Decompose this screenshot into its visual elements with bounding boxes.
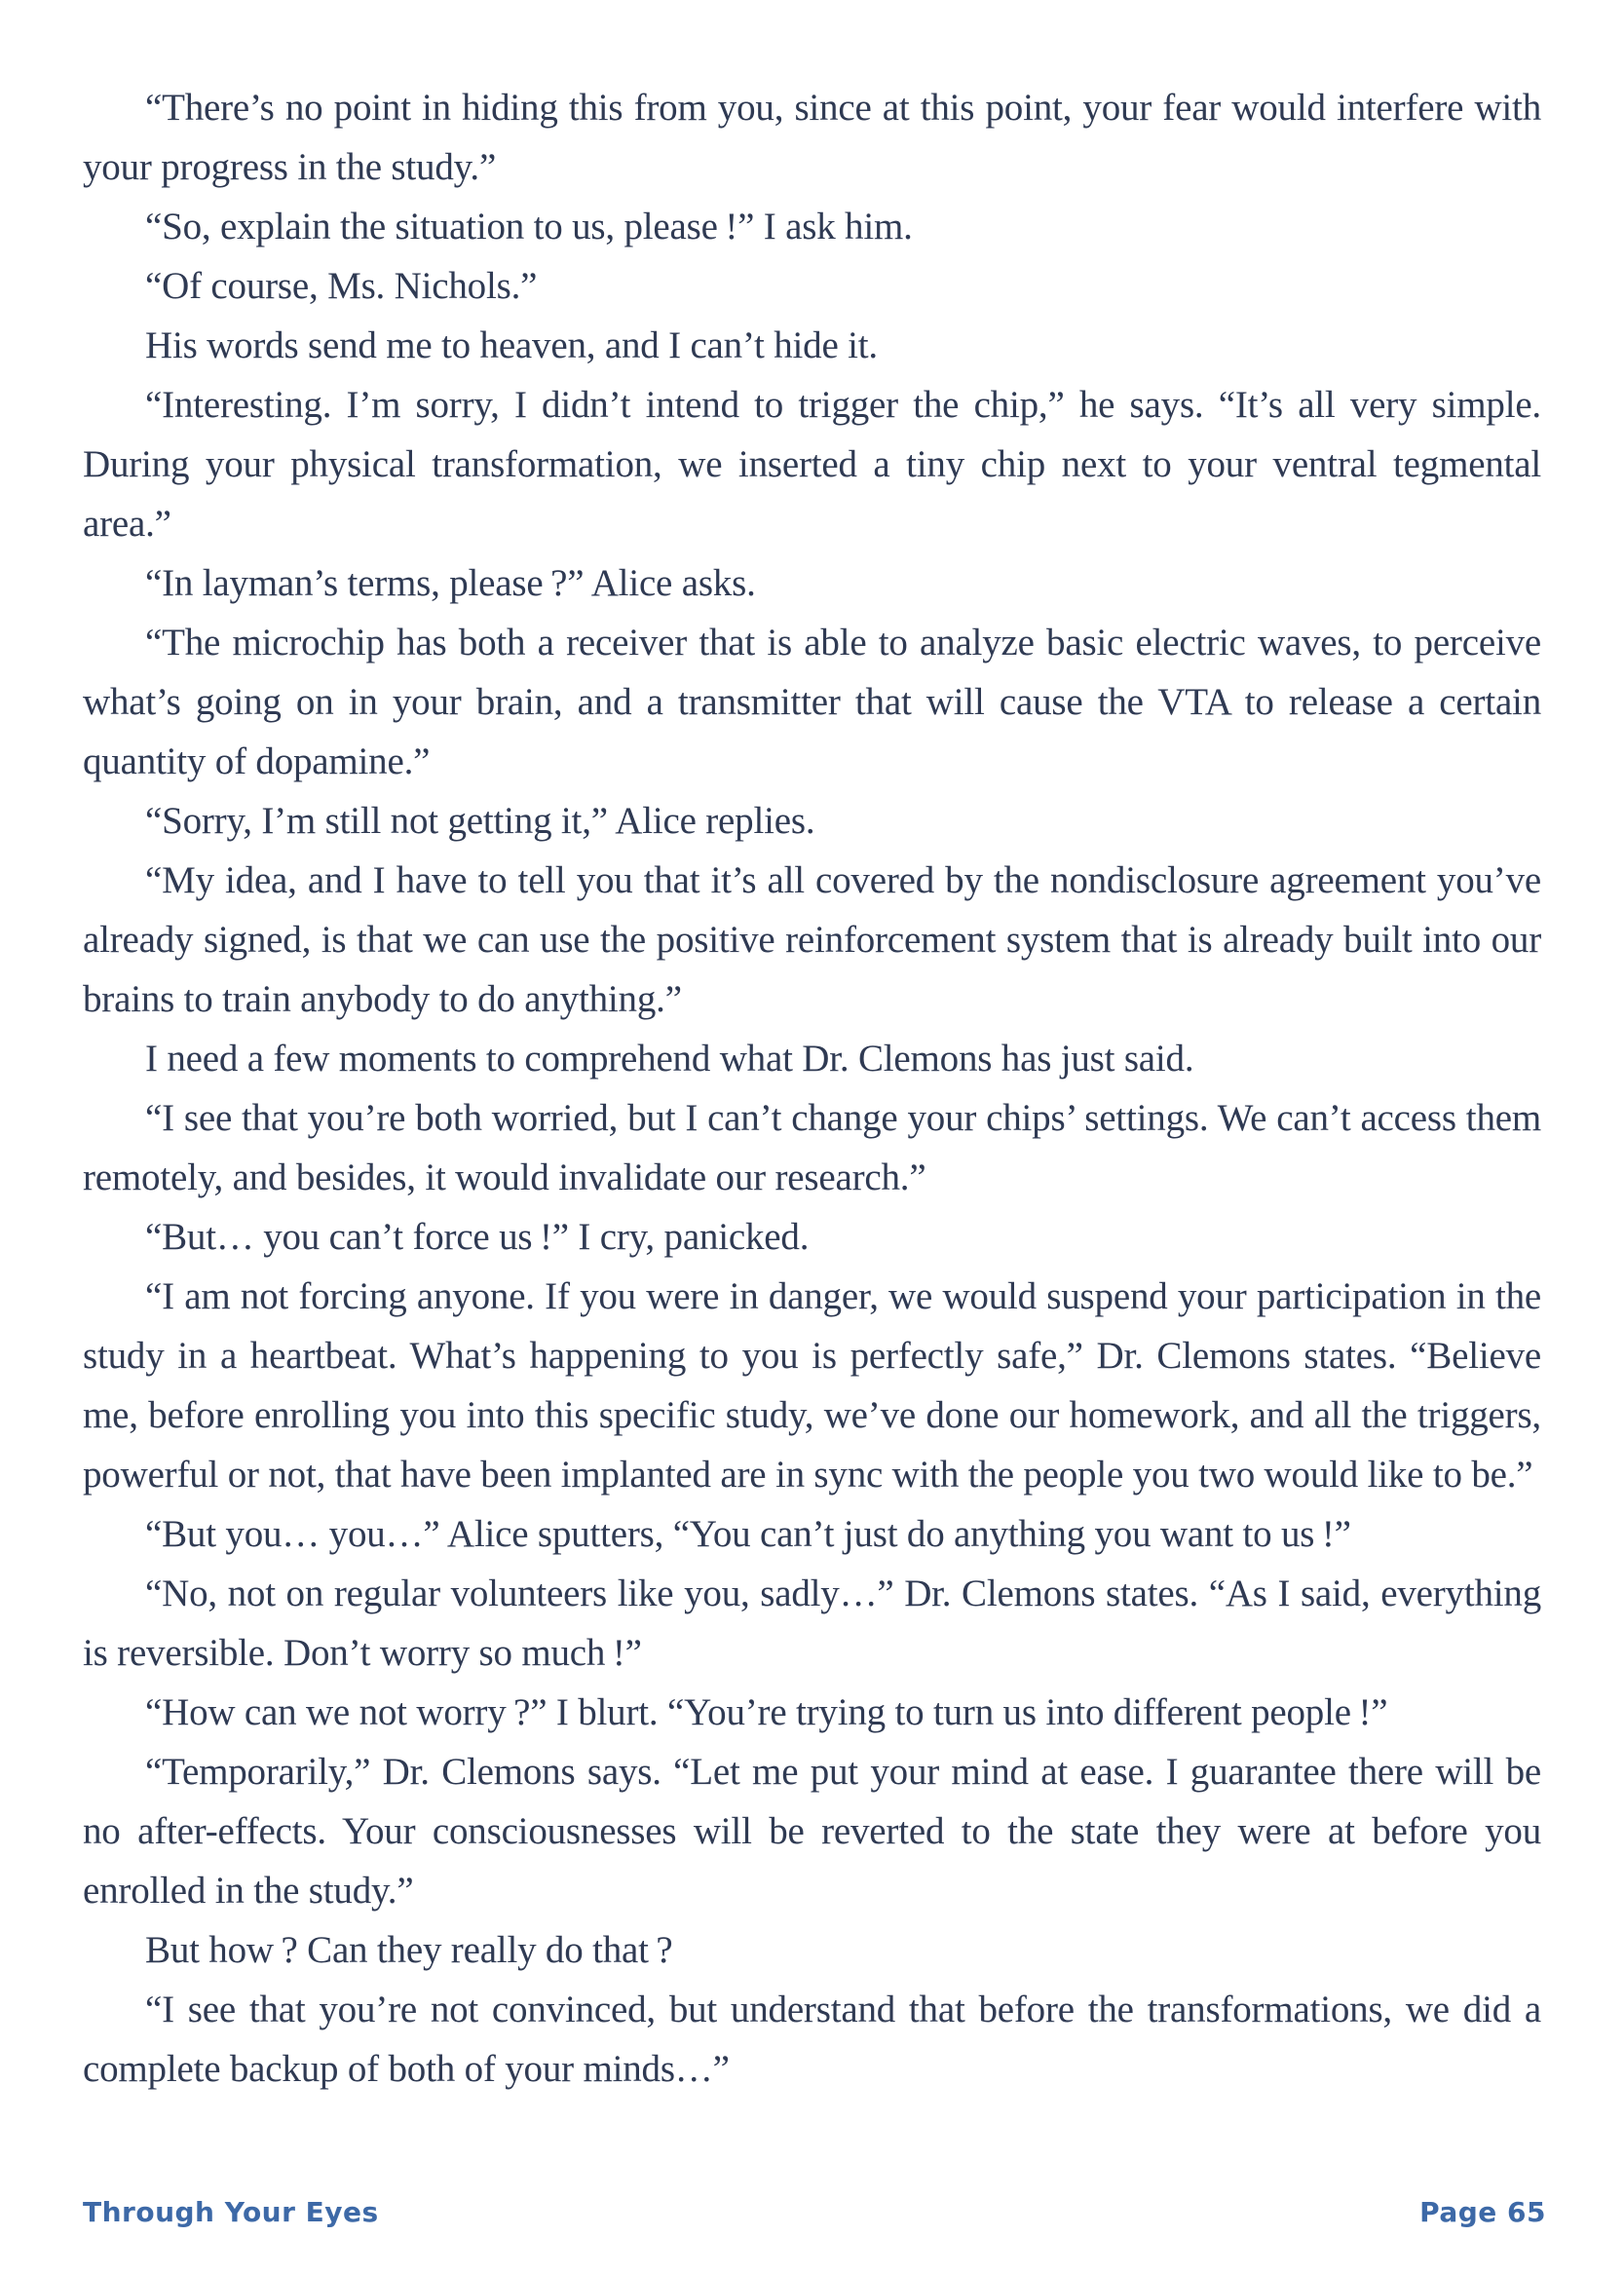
paragraph: “There’s no point in hiding this from you, since at this point, your fear would interfere with your progress in the study.” xyxy=(83,87,1541,188)
page-body-text xyxy=(83,78,1541,2153)
paragraph: “Sorry, I’m still not getting it,” Alice replies. xyxy=(145,800,815,842)
page-footer xyxy=(83,2196,1546,2228)
page-number: Page 65 xyxy=(1419,2196,1546,2228)
paragraph: “Of course, Ms. Nichols.” xyxy=(145,265,538,307)
paragraph: “In layman’s terms, please ?” Alice asks. xyxy=(145,562,756,604)
paragraph: “I see that you’re both worried, but I can’t change your chips’ settings. We can’t access them remotely, and besides, it would invalidate our research.” xyxy=(83,1097,1541,1198)
paragraph: “I see that you’re not convinced, but understand that before the transformations, we did a complete backup of both of your minds…” xyxy=(83,1989,1541,2090)
paragraph: “My idea, and I have to tell you that it’s all covered by the nondisclosure agreement you’ve already signed, is that we can use the positive reinforcement system that is already built into our brains to train anybody to do anything.” xyxy=(83,859,1541,1020)
paragraph: “So, explain the situation to us, please !” I ask him. xyxy=(145,206,913,247)
paragraph: “Interesting. I’m sorry, I didn’t intend to trigger the chip,” he says. “It’s all very simple. During your physical transformation, we inserted a tiny chip next to your ventral tegmental area.” xyxy=(83,384,1541,545)
paragraph: But how ? Can they really do that ? xyxy=(145,1929,673,1971)
paragraph: “No, not on regular volunteers like you, sadly…” Dr. Clemons states. “As I said, everything is reversible. Don’t worry so much !” xyxy=(83,1573,1541,1674)
paragraph: His words send me to heaven, and I can’t hide it. xyxy=(145,324,878,366)
paragraph: I need a few moments to comprehend what Dr. Clemons has just said. xyxy=(145,1038,1194,1080)
paragraph: “I am not forcing anyone. If you were in danger, we would suspend your participation in the study in a heartbeat. What’s happening to you is perfectly safe,” Dr. Clemons states. “Believe me, before enrolling you into this specific study, we’ve done our homework, and all the triggers, powerful or not, that have been implanted are in sync with the people you two would like to be.” xyxy=(83,1275,1541,1496)
paragraph: “But you… you…” Alice sputters, “You can’t just do anything you want to us !” xyxy=(145,1513,1351,1555)
paragraph: “Temporarily,” Dr. Clemons says. “Let me put your mind at ease. I guarantee there will be no after-effects. Your consciousnesses will be reverted to the state they were at before you enrolled in the study.” xyxy=(83,1751,1541,1912)
paragraph: “How can we not worry ?” I blurt. “You’re trying to turn us into different people !” xyxy=(145,1691,1388,1733)
paragraph: “But… you can’t force us !” I cry, panicked. xyxy=(145,1216,810,1258)
paragraph: “The microchip has both a receiver that is able to analyze basic electric waves, to perceive what’s going on in your brain, and a transmitter that will cause the VTA to release a certain quantity of dopamine.” xyxy=(83,622,1541,782)
running-header-book-title: Through Your Eyes xyxy=(83,2196,379,2228)
